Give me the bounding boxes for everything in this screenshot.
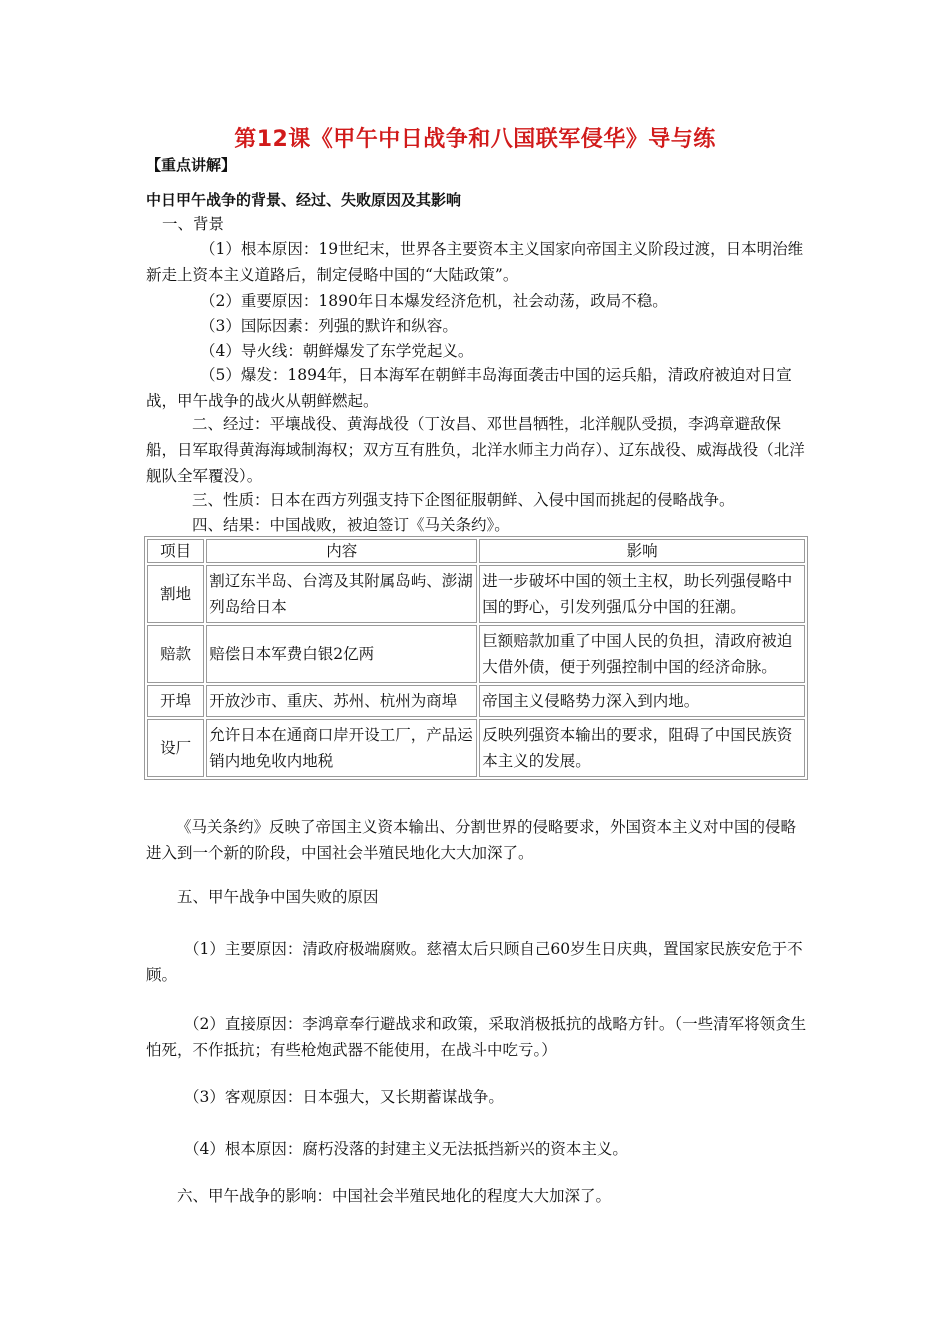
table-row (147, 719, 805, 777)
treaty-note-paragraph: 《马关条约》反映了帝国主义资本输出、分割世界的侵略要求，外国资本主义对中国的侵略进入到一个新的阶段，中国社会半殖民地化大大加深了。 (146, 818, 797, 862)
table-cell-content: 开放沙市、重庆、苏州、杭州为商埠 (206, 685, 477, 717)
table-cell-impact: 反映列强资本输出的要求，阻碍了中国民族资本主义的发展。 (479, 719, 805, 777)
process-paragraph: 二、经过：平壤战役、黄海战役（丁汝昌、邓世昌牺牲，北洋舰队受损，李鸿章避敌保船，日军取得黄海海域制海权；双方互有胜负，北洋水师主力尚存）、辽东战役、威海战役（北洋舰队全军覆没）。 (146, 415, 805, 485)
topic-heading: 中日甲午战争的背景、经过、失败原因及其影响 (146, 191, 462, 209)
impact-paragraph: 六、甲午战争的影响：中国社会半殖民地化的程度大大加深了。 (177, 1187, 612, 1205)
table-cell-item: 设厂 (147, 719, 204, 777)
failure-item-1: （1）主要原因：清政府极端腐败。慈禧太后只顾自己60岁生日庆典，置国家民族安危于不顾。 (146, 940, 803, 984)
table-header-item: 项目 (147, 539, 204, 563)
document-title: 第12课《甲午中日战争和八国联军侵华》导与练 (234, 127, 716, 152)
table-cell-content: 割辽东半岛、台湾及其附属岛屿、澎湖列岛给日本 (206, 565, 477, 623)
table-row (147, 565, 805, 623)
table-cell-content: 允许日本在通商口岸开设工厂，产品运销内地免收内地税 (206, 719, 477, 777)
background-item-2: （2）重要原因：1890年日本爆发经济危机，社会动荡，政局不稳。 (200, 292, 668, 310)
table-cell-item: 割地 (147, 565, 204, 623)
table-cell-content: 赔偿日本军费白银2亿两 (206, 625, 477, 683)
background-item-5: （5）爆发：1894年，日本海军在朝鲜丰岛海面袭击中国的运兵船，清政府被迫对日宣战，甲午战争的战火从朝鲜燃起。 (146, 366, 792, 410)
failure-item-4: （4）根本原因：腐朽没落的封建主义无法抵挡新兴的资本主义。 (184, 1140, 628, 1158)
failure-item-2: （2）直接原因：李鸿章奉行避战求和政策，采取消极抵抗的战略方针。（一些清军将领贪生怕死，不作抵抗；有些枪炮武器不能使用，在战斗中吃亏。） (146, 1015, 807, 1059)
table-header-row (147, 539, 805, 563)
table-cell-item: 赔款 (147, 625, 204, 683)
failure-heading: 五、甲午战争中国失败的原因 (177, 888, 379, 906)
section-tag: 【重点讲解】 (146, 156, 237, 174)
table-cell-item: 开埠 (147, 685, 204, 717)
table-cell-impact: 进一步破坏中国的领土主权，助长列强侵略中国的野心，引发列强瓜分中国的狂潮。 (479, 565, 805, 623)
table-cell-impact: 巨额赔款加重了中国人民的负担，清政府被迫大借外债，便于列强控制中国的经济命脉。 (479, 625, 805, 683)
background-heading: 一、背景 (162, 215, 225, 233)
background-item-3: （3）国际因素：列强的默许和纵容。 (200, 317, 458, 335)
table-header-content: 内容 (206, 539, 477, 563)
table-cell-impact: 帝国主义侵略势力深入到内地。 (479, 685, 805, 717)
nature-paragraph: 三、性质：日本在西方列强支持下企图征服朝鲜、入侵中国而挑起的侵略战争。 (192, 491, 735, 509)
failure-item-3: （3）客观原因：日本强大，又长期蓄谋战争。 (184, 1088, 504, 1106)
table-row (147, 625, 805, 683)
table-header-impact: 影响 (479, 539, 805, 563)
result-paragraph: 四、结果：中国战败，被迫签订《马关条约》。 (192, 516, 510, 534)
table-row (147, 685, 805, 717)
treaty-table (144, 536, 808, 780)
background-item-1: （1）根本原因：19世纪末，世界各主要资本主义国家向帝国主义阶段过渡，日本明治维新走上资本主义道路后，制定侵略中国的“大陆政策”。 (146, 240, 804, 284)
background-item-4: （4）导火线：朝鲜爆发了东学党起义。 (200, 342, 474, 360)
